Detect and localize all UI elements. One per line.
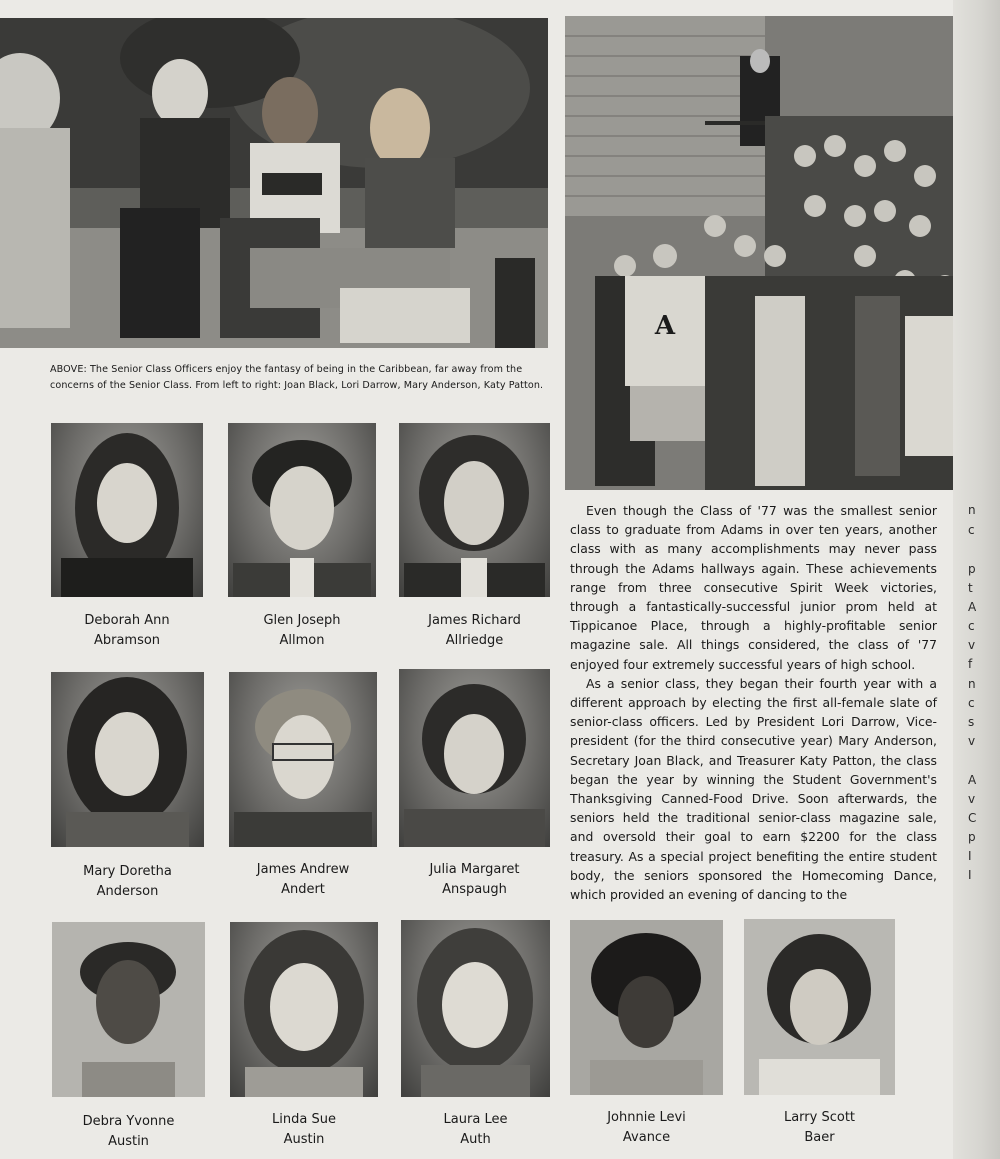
portrait-photo <box>51 423 203 597</box>
edge-letter: c <box>968 696 975 710</box>
edge-letter: C <box>968 811 977 825</box>
portrait-photo <box>399 423 550 597</box>
student-name: Larry Scott Baer <box>783 1110 856 1145</box>
edge-letter: p <box>968 830 976 844</box>
pep-rally-photo <box>565 16 953 490</box>
student-name: Mary Doretha Anderson <box>83 864 172 899</box>
article-paragraph: As a senior class, they began their fourth year with a different approach by electing the first all-female slate of senior-class officers. Led by President Lori Darrow, Vice-president (for the third consecutive year) Mary Anderson, Secretary Joan Black, and Treasurer Katy Patton, the class began the year by winning the Student Government's Thanksgiving Canned-Food Drive. Soon afterwards, the seniors held the traditional senior-class magazine sale, and oversold their goal to earn $2200 for the class treasury. As a special project benefiting the entire student body, the seniors sponsored the Homecoming Dance, which provided an evening of dancing to the <box>570 675 937 903</box>
student-name: James Richard Allriedge <box>428 613 521 648</box>
portrait-photo <box>51 672 204 847</box>
student-name: Laura Lee Auth <box>443 1112 508 1147</box>
portrait-photo <box>744 919 895 1095</box>
edge-letter: n <box>968 503 976 517</box>
portrait-photo <box>570 920 723 1095</box>
edge-letter: v <box>968 638 976 652</box>
student-name: James Andrew Andert <box>256 862 350 897</box>
portrait-photo <box>228 423 376 597</box>
portrait-photo <box>401 920 550 1097</box>
edge-letter: n <box>968 677 976 691</box>
edge-letter: s <box>968 715 975 729</box>
edge-letter: v <box>968 734 976 748</box>
edge-letter: A <box>968 600 977 614</box>
student-name: Linda Sue Austin <box>272 1112 336 1147</box>
edge-letter: t <box>968 581 973 595</box>
portrait-photo <box>52 922 205 1097</box>
student-name: Debra Yvonne Austin <box>82 1114 175 1149</box>
portrait-photo <box>229 672 377 847</box>
edge-letter: I <box>968 868 972 882</box>
portrait-photo <box>230 922 378 1097</box>
portrait-photo <box>399 669 550 847</box>
officers-photo <box>0 18 548 348</box>
edge-letter: v <box>968 792 976 806</box>
student-name: Julia Margaret Anspaugh <box>429 862 520 897</box>
article-text <box>570 501 937 904</box>
article-paragraph: Even though the Class of '77 was the smallest senior class to graduate from Adams in over ten years, another class with as many accomplishments may never pass through the Adams hallways again. These achievements range from three consecutive Spirit Week victories, through a fantastically-successful junior prom held at Tippicanoe Place, through a highly-profitable senior magazine sale. All things considered, the class of '77 enjoyed four extremely successful years of high school. <box>570 503 937 672</box>
edge-letter: f <box>968 657 973 671</box>
next-page-edge <box>953 0 1000 1159</box>
photo-caption: ABOVE: The Senior Class Officers enjoy the fantasy of being in the Caribbean, far away from the concerns of the Senior Class. From left to right: Joan Black, Lori Darrow, Mary Anderson, Katy Patton. <box>50 364 544 391</box>
edge-letter: I <box>968 849 972 863</box>
edge-letter: c <box>968 523 975 537</box>
edge-letter: A <box>968 773 977 787</box>
cheer-sweater-letter: A <box>654 311 676 341</box>
edge-letter: c <box>968 619 975 633</box>
student-name: Glen Joseph Allmon <box>263 613 341 648</box>
student-name: Deborah Ann Abramson <box>84 613 170 648</box>
student-name: Johnnie Levi Avance <box>607 1110 686 1145</box>
edge-letter: p <box>968 562 976 576</box>
